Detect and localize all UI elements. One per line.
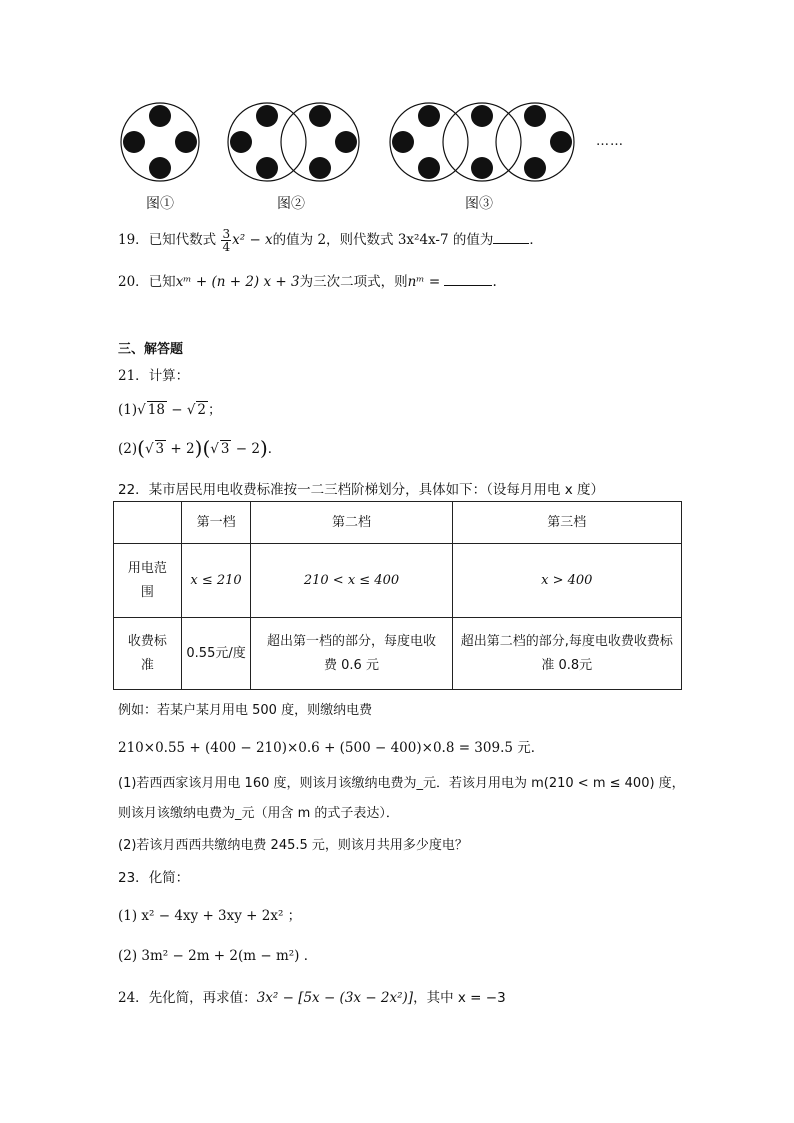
table-header-cell: 第一档 — [181, 502, 251, 544]
table-header-cell: 第三档 — [452, 502, 681, 544]
q19-number: 19． — [118, 232, 149, 248]
figure-3-label: 图③ — [465, 196, 493, 212]
q20-end: . — [492, 274, 497, 290]
table-cell: 0.55元/度 — [181, 618, 251, 690]
q19-prefix: 已知代数式 — [148, 232, 217, 248]
q20-expr: xᵐ + (n + 2) x + 3 — [175, 274, 300, 290]
fee-table — [113, 501, 682, 690]
table-row — [114, 544, 682, 618]
question-22-title: 22．某市居民用电收费标准按一二三档阶梯划分，具体如下：（设每月用电 x 度） — [118, 482, 605, 498]
q19-expr: x² − x — [232, 232, 273, 248]
q22-example-line: 例如：若某户某月用电 500 度，则缴纳电费 — [118, 703, 373, 718]
section-3-title: 三、解答题 — [118, 342, 184, 357]
question-23-title: 23．化简： — [118, 870, 190, 886]
question-23-part-2: (2) 3m² − 2m + 2(m − m²) ． — [118, 948, 318, 964]
table-row — [114, 618, 682, 690]
q20-text-a: 已知 — [148, 274, 176, 290]
table-header-cell: 第二档 — [251, 502, 452, 544]
circle-patterns-figure — [110, 95, 670, 190]
q22-part-1-line-2: 则该月该缴纳电费为_元（用含 m 的式子表达）． — [118, 806, 399, 821]
table-cell: x > 400 — [452, 544, 681, 618]
question-21-title: 21．计算： — [118, 368, 190, 384]
table-cell: 用电范围 — [114, 544, 182, 618]
question-21-part-2: (2)(√ 3 + 2)(√ 3 − 2)． — [118, 436, 282, 460]
table-cell: 超出第二档的部分,每度电收费收费标准 0.8元 — [452, 618, 681, 690]
figure-3-circles — [390, 103, 574, 181]
q19-mid: 的值为 2，则代数式 3x²4x-7 的值为 — [272, 232, 494, 248]
question-23-part-1: (1) x² − 4xy + 3xy + 2x² ； — [118, 908, 302, 924]
ellipsis: …… — [596, 134, 624, 149]
table-header-row — [114, 502, 682, 544]
question-20 — [118, 270, 497, 290]
q20-text-b: 为三次二项式，则 — [299, 274, 408, 290]
q19-answer-blank[interactable] — [493, 231, 529, 244]
q22-part-2: (2)若该月西西共缴纳电费 245.5 元，则该月共用多少度电？ — [118, 838, 468, 853]
q19-fraction: $\frac{3}{4}$ — [222, 227, 231, 254]
table-cell: 210 < x ≤ 400 — [251, 544, 452, 618]
figure-1-label: 图① — [146, 196, 174, 212]
q22-part-1-line-1: (1)若西西家该月用电 160 度，则该月该缴纳电费为_元．若该月用电为 m(210 < m ≤ 400) 度， — [118, 776, 685, 791]
table-cell: 超出第一档的部分，每度电收费 0.6 元 — [251, 618, 452, 690]
table-header-cell — [114, 502, 182, 544]
question-24: 24．先化简，再求值：3x² − [5x − (3x − 2x²)]，其中 x = −3 — [118, 990, 506, 1006]
figure-1-circles — [121, 103, 199, 181]
q20-number: 20． — [118, 274, 149, 290]
question-21-part-1: (1)√ 18 − √ 2 ； — [118, 402, 222, 418]
figure-2-label: 图② — [277, 196, 305, 212]
table-cell: 收费标准 — [114, 618, 182, 690]
q20-answer-blank[interactable] — [444, 273, 492, 286]
figure-2-circles — [228, 103, 359, 181]
question-19 — [118, 228, 543, 253]
q19-end: ． — [529, 232, 543, 248]
q22-example-calc: 210×0.55 + (400 − 210)×0.6 + (500 − 400)×0.8 = 309.5 元． — [118, 740, 545, 756]
q20-result: nᵐ = — [407, 274, 441, 290]
table-cell: x ≤ 210 — [181, 544, 251, 618]
